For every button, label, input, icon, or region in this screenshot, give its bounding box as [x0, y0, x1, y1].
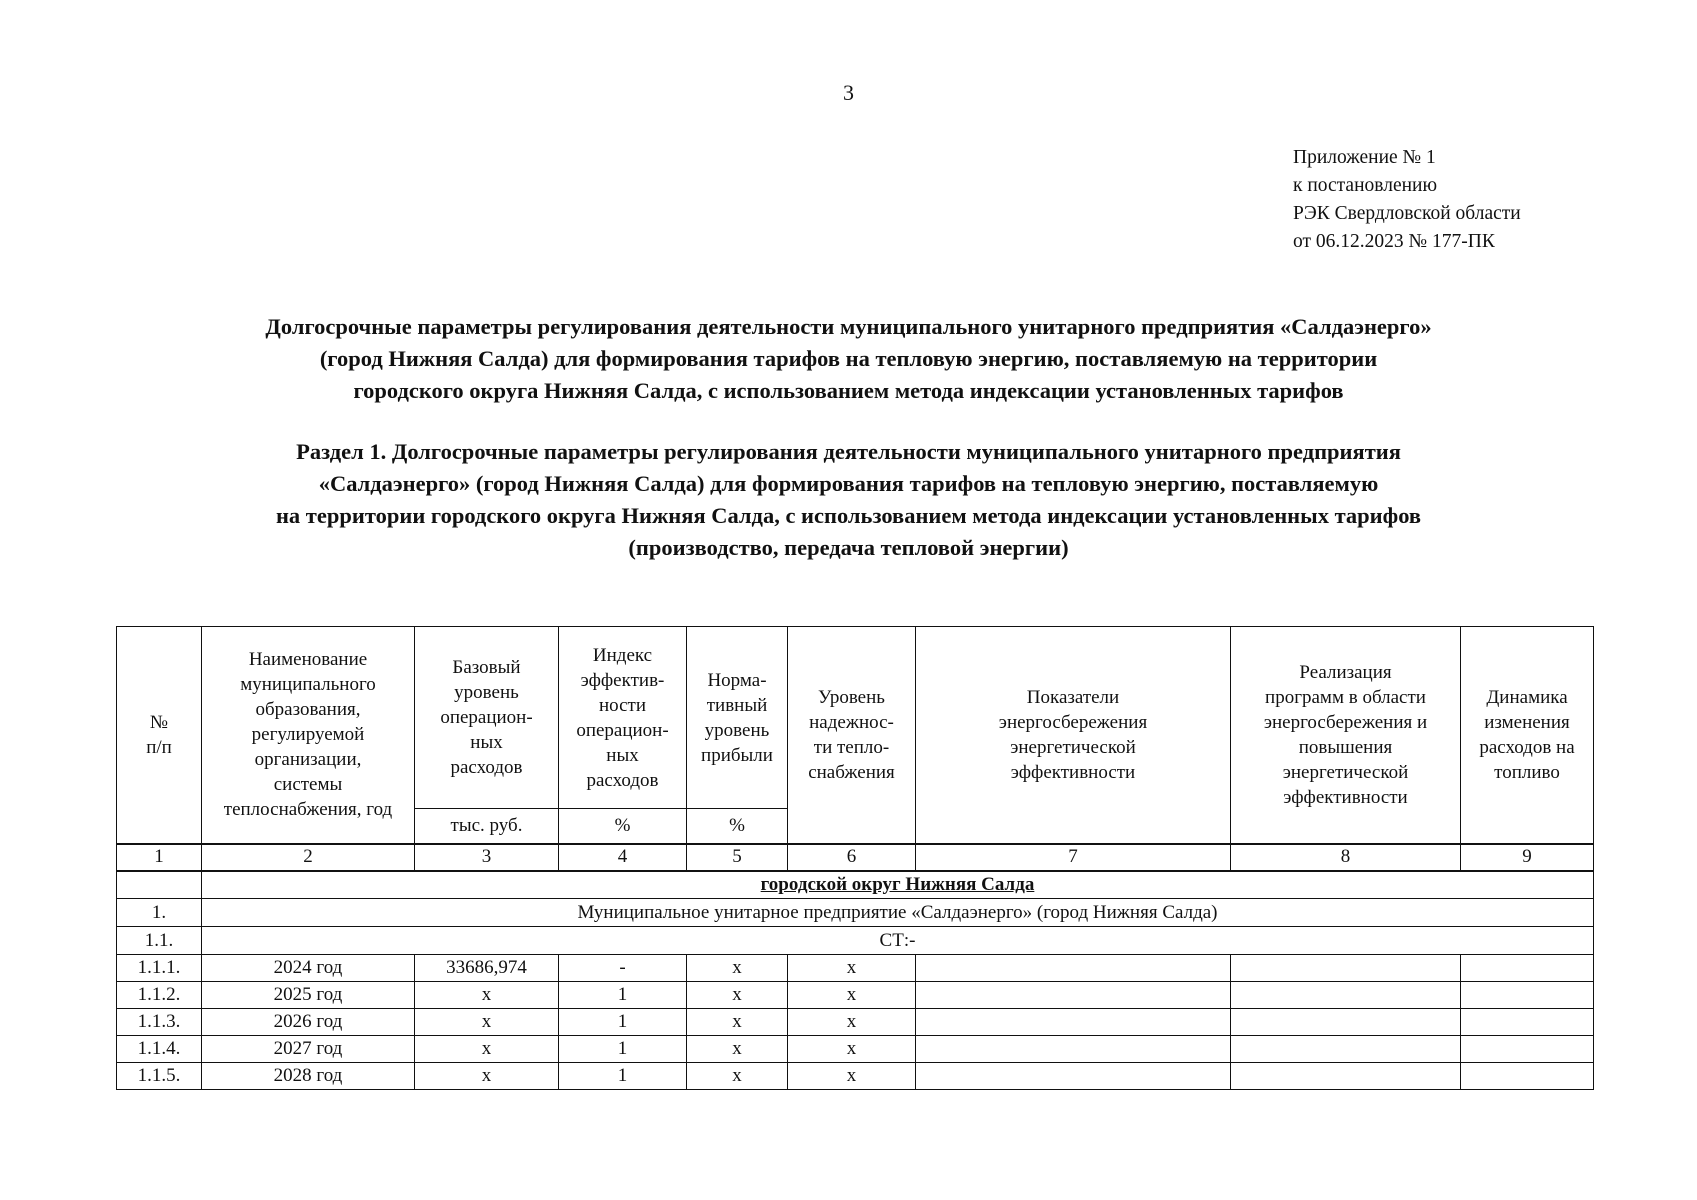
header-name: Наименование муниципального образования, регулируемой организации, системы теплоснабжения, год — [202, 627, 415, 844]
cell-year: 2028 год — [202, 1063, 415, 1090]
section-title-line: «Салдаэнерго» (город Нижняя Салда) для формирования тарифов на тепловую энергию, поставляемую — [318, 471, 1379, 496]
organization-row — [117, 899, 1594, 927]
column-number: 3 — [415, 844, 559, 871]
section-title-line: на территории городского округа Нижняя Салда, с использованием метода индексации установленных тарифов — [275, 503, 1422, 528]
parameters-table — [116, 626, 1594, 1090]
header-base: Базовый уровень операцион- ных расходов — [415, 627, 559, 809]
cell-base: х — [415, 1009, 559, 1036]
organization-num: 1. — [117, 899, 202, 927]
year-row — [117, 1009, 1594, 1036]
page-number: 3 — [843, 80, 854, 105]
empty-cell — [117, 871, 202, 899]
cell-programs — [1231, 955, 1461, 982]
cell-energy — [916, 982, 1231, 1009]
column-number: 9 — [1461, 844, 1594, 871]
cell-profit: х — [687, 1009, 788, 1036]
unit-profit: % — [687, 809, 788, 844]
municipality-row — [117, 871, 1594, 899]
column-number: 8 — [1231, 844, 1461, 871]
title-line: городского округа Нижняя Салда, с использованием метода индексации установленных тарифов — [353, 378, 1344, 403]
column-number: 7 — [916, 844, 1231, 871]
cell-profit: х — [687, 1063, 788, 1090]
cell-profit: х — [687, 982, 788, 1009]
header-reliability: Уровень надежнос- ти тепло- снабжения — [788, 627, 916, 844]
cell-num: 1.1.1. — [117, 955, 202, 982]
title-line: Долгосрочные параметры регулирования деятельности муниципального унитарного предприятия «Салдаэнерго» — [265, 314, 1432, 339]
cell-energy — [916, 1009, 1231, 1036]
cell-num: 1.1.4. — [117, 1036, 202, 1063]
organization-name: Муниципальное унитарное предприятие «Салдаэнерго» (город Нижняя Салда) — [202, 899, 1594, 927]
cell-reliability: х — [788, 1063, 916, 1090]
cell-base: х — [415, 982, 559, 1009]
system-row — [117, 927, 1594, 955]
appendix-line: Приложение № 1 — [1293, 147, 1436, 168]
document-title — [90, 311, 1607, 407]
cell-profit: х — [687, 955, 788, 982]
year-row — [117, 955, 1594, 982]
cell-num: 1.1.3. — [117, 1009, 202, 1036]
appendix-line: РЭК Свердловской области — [1293, 203, 1521, 224]
header-num: № п/п — [117, 627, 202, 844]
header-index: Индекс эффектив- ности операцион- ных расходов — [559, 627, 687, 809]
cell-year: 2024 год — [202, 955, 415, 982]
column-number: 5 — [687, 844, 788, 871]
cell-fuel — [1461, 1063, 1594, 1090]
cell-num: 1.1.5. — [117, 1063, 202, 1090]
cell-num: 1.1.2. — [117, 982, 202, 1009]
cell-reliability: х — [788, 982, 916, 1009]
cell-fuel — [1461, 1036, 1594, 1063]
cell-energy — [916, 955, 1231, 982]
year-row — [117, 1036, 1594, 1063]
cell-index: 1 — [559, 982, 687, 1009]
system-name: СТ:- — [202, 927, 1594, 955]
column-number: 4 — [559, 844, 687, 871]
cell-programs — [1231, 1063, 1461, 1090]
header-programs: Реализация программ в области энергосбережения и повышения энергетической эффективности — [1231, 627, 1461, 844]
appendix-block — [1293, 144, 1521, 256]
municipality-name: городской округ Нижняя Салда — [202, 871, 1594, 899]
cell-reliability: х — [788, 955, 916, 982]
title-line: (город Нижняя Салда) для формирования тарифов на тепловую энергию, поставляемую на территории — [319, 346, 1378, 371]
header-fuel: Динамика изменения расходов на топливо — [1461, 627, 1594, 844]
cell-energy — [916, 1063, 1231, 1090]
year-row — [117, 1063, 1594, 1090]
cell-index: 1 — [559, 1009, 687, 1036]
cell-base: х — [415, 1063, 559, 1090]
cell-year: 2025 год — [202, 982, 415, 1009]
system-num: 1.1. — [117, 927, 202, 955]
column-number-row — [117, 844, 1594, 871]
column-number: 6 — [788, 844, 916, 871]
cell-fuel — [1461, 955, 1594, 982]
cell-reliability: х — [788, 1036, 916, 1063]
column-number: 1 — [117, 844, 202, 871]
section-title — [90, 436, 1607, 564]
appendix-line: от 06.12.2023 № 177-ПК — [1293, 231, 1495, 252]
cell-year: 2026 год — [202, 1009, 415, 1036]
cell-fuel — [1461, 1009, 1594, 1036]
unit-index: % — [559, 809, 687, 844]
cell-programs — [1231, 982, 1461, 1009]
cell-base: 33686,974 — [415, 955, 559, 982]
cell-fuel — [1461, 982, 1594, 1009]
cell-programs — [1231, 1009, 1461, 1036]
unit-base: тыс. руб. — [415, 809, 559, 844]
column-number: 2 — [202, 844, 415, 871]
appendix-line: к постановлению — [1293, 175, 1438, 196]
cell-reliability: х — [788, 1009, 916, 1036]
header-row — [117, 627, 1594, 809]
cell-profit: х — [687, 1036, 788, 1063]
cell-year: 2027 год — [202, 1036, 415, 1063]
cell-index: 1 — [559, 1063, 687, 1090]
section-title-line: (производство, передача тепловой энергии) — [628, 535, 1069, 560]
cell-energy — [916, 1036, 1231, 1063]
year-row — [117, 982, 1594, 1009]
header-energy: Показатели энергосбережения энергетической эффективности — [916, 627, 1231, 844]
cell-programs — [1231, 1036, 1461, 1063]
section-title-line: Раздел 1. Долгосрочные параметры регулирования деятельности муниципального унитарного предприятия — [296, 439, 1401, 464]
header-profit: Норма- тивный уровень прибыли — [687, 627, 788, 809]
cell-index: - — [559, 955, 687, 982]
cell-index: 1 — [559, 1036, 687, 1063]
cell-base: х — [415, 1036, 559, 1063]
